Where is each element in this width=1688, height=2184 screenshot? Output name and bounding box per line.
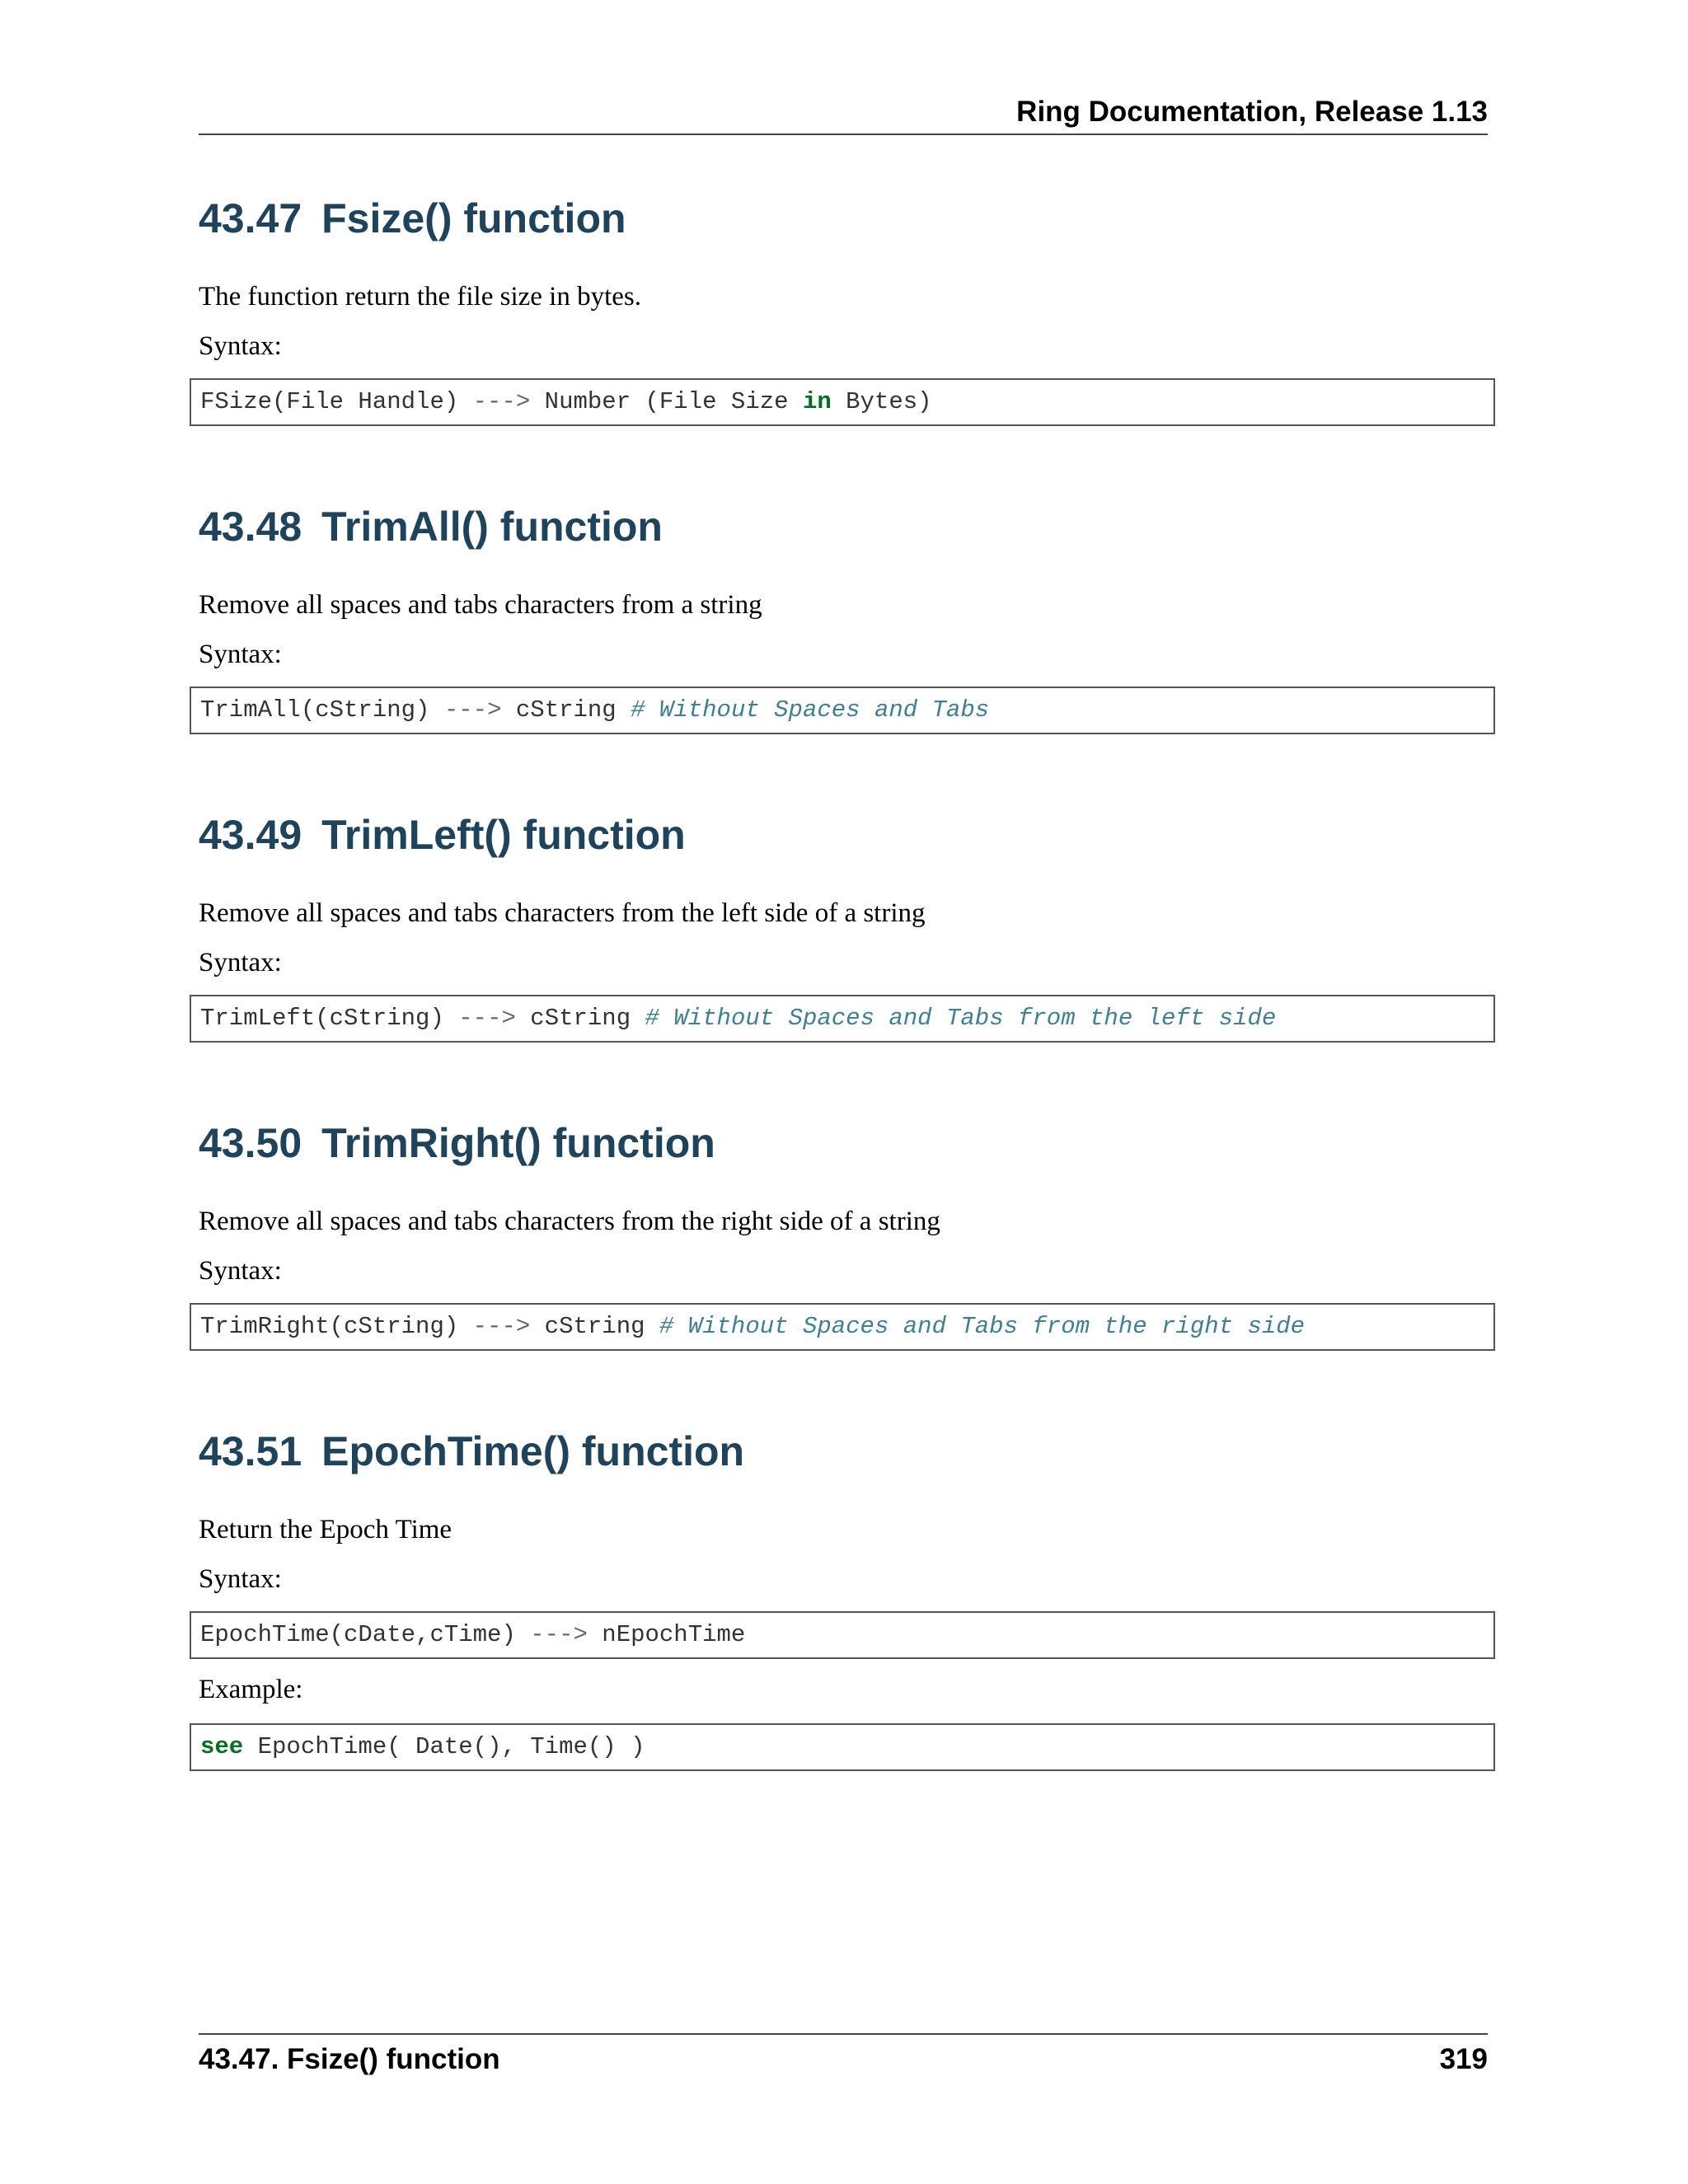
page-header [199,92,1488,135]
page-number: 319 [1439,2043,1488,2075]
section-fsize [199,192,1488,426]
section-trimall [199,500,1488,734]
syntax-label: Syntax: [199,1564,282,1594]
section-heading: 43.47 Fsize() function [199,195,626,241]
section-trimleft [199,808,1488,1043]
section-epochtime [199,1425,1488,1771]
section-description: Remove all spaces and tabs characters from the left side of a string [199,898,926,928]
syntax-code-block: FSize(File Handle) ---> Number (File Size in Bytes) [190,378,1495,426]
syntax-code-block: TrimAll(cString) ---> cString # Without Spaces and Tabs [190,687,1495,734]
syntax-code-block: TrimLeft(cString) ---> cString # Without Spaces and Tabs from the left side [190,995,1495,1043]
section-heading: 43.48 TrimAll() function [199,504,663,550]
syntax-code-block: TrimRight(cString) ---> cString # Without Spaces and Tabs from the right side [190,1303,1495,1351]
example-label: Example: [199,1675,303,1704]
page-footer [199,2033,1488,2079]
document-title: Ring Documentation, Release 1.13 [1016,96,1488,128]
section-description: Remove all spaces and tabs characters from the right side of a string [199,1207,940,1236]
section-description: The function return the file size in bytes. [199,282,641,312]
example-code-block: see EpochTime( Date(), Time() ) [190,1723,1495,1771]
syntax-label: Syntax: [199,948,282,977]
section-description: Remove all spaces and tabs characters from a string [199,590,762,620]
section-trimright [199,1117,1488,1351]
syntax-code-block: EpochTime(cDate,cTime) ---> nEpochTime [190,1611,1495,1659]
syntax-label: Syntax: [199,640,282,669]
footer-section-title: 43.47. Fsize() function [199,2043,500,2075]
section-description: Return the Epoch Time [199,1515,452,1544]
syntax-label: Syntax: [199,331,282,361]
section-heading: 43.49 TrimLeft() function [199,812,686,858]
section-heading: 43.50 TrimRight() function [199,1120,715,1166]
section-heading: 43.51 EpochTime() function [199,1428,745,1474]
syntax-label: Syntax: [199,1256,282,1286]
